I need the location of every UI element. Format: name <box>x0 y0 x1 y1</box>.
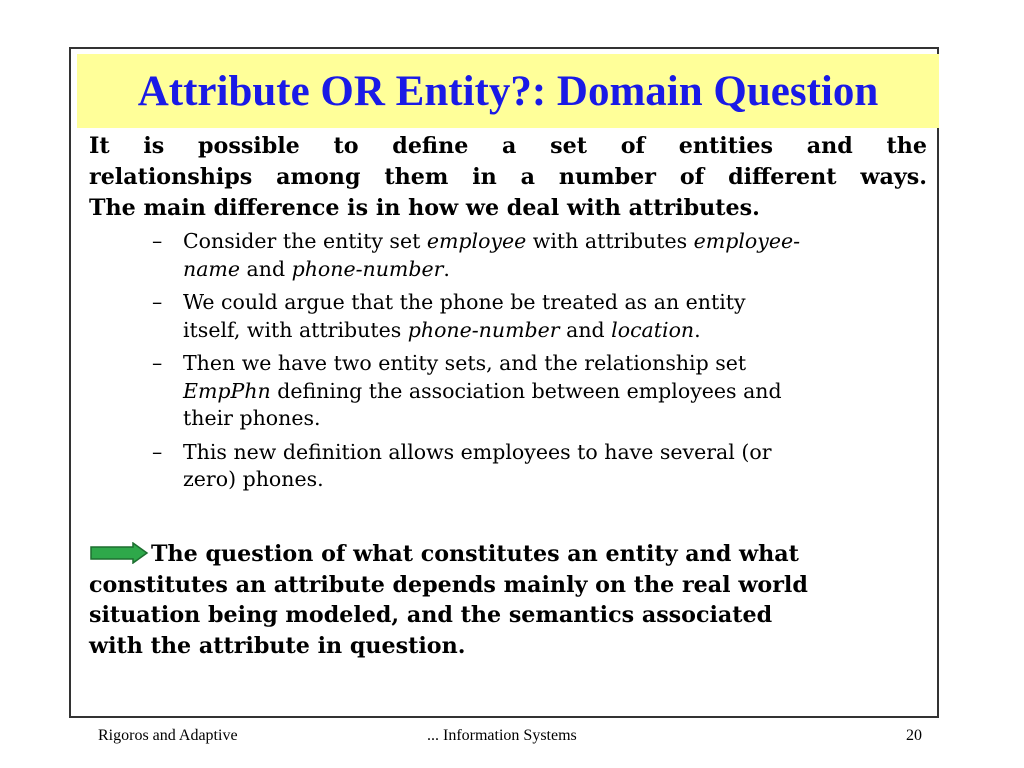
bullet-text: itself, with attributes <box>183 317 408 342</box>
italic-term: employee- <box>693 229 801 253</box>
bullet-dash: – <box>152 229 163 253</box>
bullet-item <box>152 289 912 344</box>
bullet-item <box>152 439 912 494</box>
bullet-text: Consider the entity set <box>183 229 427 253</box>
bullet-list <box>152 228 912 500</box>
intro-line: relationships among them in a number of different ways. <box>89 164 927 190</box>
conclusion-line: situation being modeled, and the semantics associated <box>89 602 773 628</box>
bullet-text: with attributes <box>526 229 694 253</box>
title-bar <box>77 54 939 128</box>
slide-title: Attribute OR Entity?: Domain Question <box>137 68 879 115</box>
conclusion-line: constitutes an attribute depends mainly on the real world <box>89 571 808 598</box>
italic-term: employee <box>426 229 527 253</box>
right-arrow-icon <box>89 542 149 564</box>
bullet-item <box>152 350 912 433</box>
bullet-line <box>183 378 912 406</box>
conclusion-line: with the attribute in question. <box>89 632 466 659</box>
bullet-line <box>183 405 912 433</box>
bullet-text: . <box>694 317 701 342</box>
intro-line: The main difference is in how we deal with attributes. <box>89 195 760 221</box>
italic-term: location <box>611 317 695 342</box>
bullet-text: their phones. <box>183 406 321 430</box>
bullet-line <box>183 289 912 317</box>
italic-term: phone-number <box>407 317 560 342</box>
bullet-text: This new definition allows employees to have several (or <box>183 439 772 464</box>
bullet-dash: – <box>152 351 163 375</box>
conclusion-paragraph <box>89 539 927 661</box>
footer-center-text: ... Information Systems <box>427 727 577 744</box>
bullet-text: . <box>443 256 450 281</box>
bullet-item <box>152 228 912 283</box>
bullet-line <box>183 228 912 256</box>
intro-paragraph <box>89 131 927 224</box>
conclusion-line-text: The question of what constitutes an entity and what <box>151 541 799 567</box>
italic-term: EmpPhn <box>183 378 271 403</box>
bullet-line <box>183 466 912 494</box>
bullet-text: We could argue that the phone be treated as an entity <box>183 290 746 314</box>
bullet-text: zero) phones. <box>183 467 324 491</box>
bullet-line <box>183 439 912 467</box>
bullet-text: and <box>559 317 612 342</box>
italic-term: name <box>183 256 240 281</box>
bullet-line <box>183 350 912 378</box>
bullet-text: Then we have two entity sets, and the relationship set <box>183 351 747 375</box>
bullet-dash: – <box>152 290 163 314</box>
bullet-text: and <box>240 256 292 281</box>
intro-line: It is possible to define a set of entities and the <box>89 133 927 159</box>
bullet-text: defining the association between employees and <box>270 378 782 403</box>
conclusion-line <box>89 539 927 570</box>
footer-left-text: Rigoros and Adaptive <box>98 727 238 744</box>
bullet-dash: – <box>152 439 163 464</box>
italic-term: phone-number <box>291 256 444 281</box>
bullet-line <box>183 317 912 345</box>
bullet-line <box>183 256 912 284</box>
page-number: 20 <box>906 727 922 744</box>
